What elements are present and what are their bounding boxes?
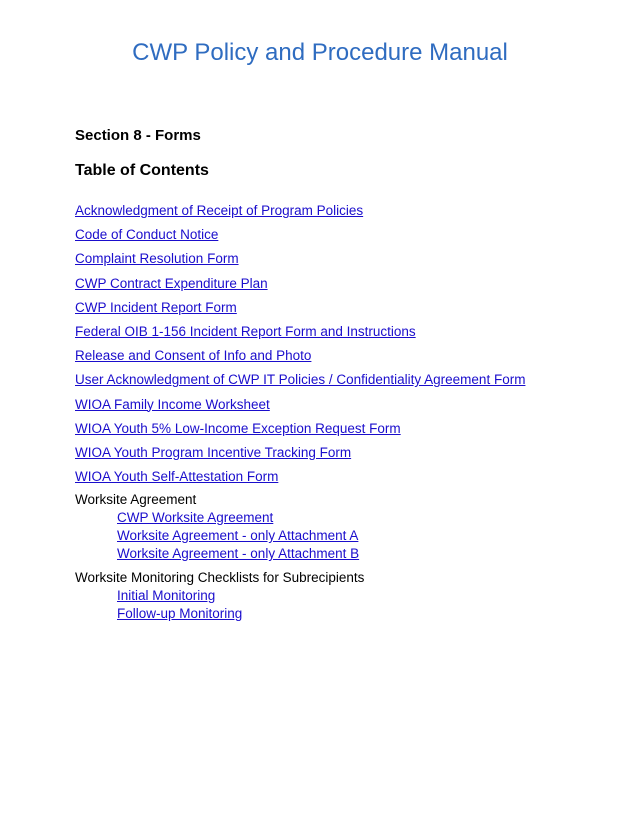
toc-heading: Table of Contents: [75, 162, 209, 179]
toc-subitem: [117, 545, 359, 563]
worksite-agreement-sublist: [75, 509, 359, 563]
toc-item: [75, 346, 525, 370]
toc-link-incident-report[interactable]: CWP Incident Report Form: [75, 299, 237, 315]
toc-link-incentive-tracking[interactable]: WIOA Youth Program Incentive Tracking Form: [75, 444, 352, 460]
toc-link-cwp-worksite-agreement[interactable]: CWP Worksite Agreement: [117, 510, 274, 525]
toc-subitem: [117, 587, 364, 605]
toc-item: [75, 395, 525, 419]
toc-link-worksite-attachment-b[interactable]: Worksite Agreement - only Attachment B: [117, 546, 360, 561]
toc-link-self-attestation[interactable]: WIOA Youth Self-Attestation Form: [75, 469, 279, 485]
toc-link-it-policies-confidentiality[interactable]: User Acknowledgment of CWP IT Policies / Confidentiality Agreement Form: [75, 372, 526, 388]
monitoring-checklists-label: Worksite Monitoring Checklists for Subrecipients: [75, 570, 365, 585]
toc-link-low-income-exception[interactable]: WIOA Youth 5% Low-Income Exception Request Form: [75, 420, 401, 436]
toc-link-code-of-conduct[interactable]: Code of Conduct Notice: [75, 227, 219, 243]
toc-item: [75, 322, 525, 346]
toc-item: [75, 225, 525, 249]
toc-link-family-income-worksheet[interactable]: WIOA Family Income Worksheet: [75, 396, 270, 412]
toc-item: [75, 419, 525, 443]
toc-link-contract-expenditure-plan[interactable]: CWP Contract Expenditure Plan: [75, 275, 268, 291]
toc-item: [75, 274, 525, 298]
toc-link-federal-oib-incident-report[interactable]: Federal OIB 1-156 Incident Report Form and Instructions: [75, 323, 416, 339]
monitoring-checklists-sublist: [75, 587, 364, 623]
toc-link-release-and-consent[interactable]: Release and Consent of Info and Photo: [75, 348, 312, 364]
toc-item: [75, 467, 525, 491]
section-heading: Section 8 - Forms: [75, 127, 201, 144]
monitoring-checklists-group: [75, 569, 364, 623]
toc-list: [75, 201, 525, 491]
toc-item: [75, 298, 525, 322]
document-title: CWP Policy and Procedure Manual: [132, 39, 508, 66]
toc-link-acknowledgment-of-receipt[interactable]: Acknowledgment of Receipt of Program Policies: [75, 203, 364, 218]
toc-subitem: [117, 605, 364, 623]
toc-item: [75, 249, 525, 273]
toc-subitem: [117, 509, 359, 527]
toc-item: [75, 201, 525, 225]
toc-link-initial-monitoring[interactable]: Initial Monitoring: [117, 588, 216, 603]
toc-subitem: [117, 527, 359, 545]
worksite-agreement-label: Worksite Agreement: [75, 492, 197, 507]
toc-item: [75, 370, 525, 394]
toc-item: [75, 443, 525, 467]
worksite-agreement-group: [75, 491, 359, 563]
toc-link-follow-up-monitoring[interactable]: Follow-up Monitoring: [117, 606, 243, 621]
toc-link-worksite-attachment-a[interactable]: Worksite Agreement - only Attachment A: [117, 528, 359, 543]
toc-link-complaint-resolution[interactable]: Complaint Resolution Form: [75, 251, 239, 267]
